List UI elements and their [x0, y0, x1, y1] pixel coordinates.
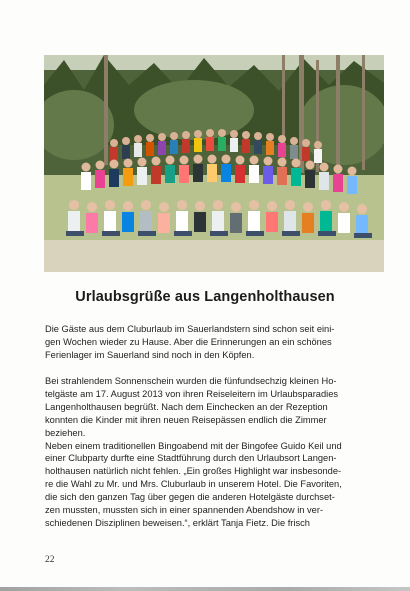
text-line: konnten die Kinder mit ihren neuen Reisepässen endlich die Zimmer [45, 414, 327, 425]
text-line: gen Wochen wieder zu Hause. Aber die Erinnerungen an ein schönes [45, 336, 332, 347]
text-line: Bei strahlendem Sonnenschein wurden die fünfundsechzig kleinen Ho- [45, 376, 337, 386]
article-title: Urlaubsgrüße aus Langenholthausen [75, 289, 335, 305]
text-line: zen mussten, mussten sich in einer spannenden Abendshow in ver- [45, 505, 324, 516]
text-line: Ferienlager im Sauerland sind noch in den Köpfen. [45, 349, 255, 360]
text-line: die sich den ganzen Tag über gegen die anderen Hotelgäste durchset- [45, 492, 335, 503]
group-photo [44, 55, 384, 272]
text-line: holthausen natürlich nicht fehlen. „Ein großes Highlight war insbesonde- [45, 466, 342, 477]
text-line: beziehen. [45, 427, 86, 438]
article-paragraph-1 [45, 323, 381, 362]
article-paragraph-2 [45, 375, 381, 530]
text-line: Langenholthausen begrüßt. Nach dem Einchecken an der Rezeption [45, 401, 328, 412]
page-number: 22 [45, 555, 55, 565]
text-line: Neben einem traditionellen Bingoabend mit der Bingofee Guido Keil und [45, 440, 342, 451]
text-line: re die Wahl zu Mr. und Mrs. Cluburlaub in unserem Hotel. Die Favoriten, [45, 479, 342, 490]
scan-edge-divider [0, 587, 410, 591]
text-line: telgäste am 17. August 2013 von ihren Reiseleitern im Urlaubsparadies [45, 388, 339, 399]
text-line: einer Clubparty durfte eine Stadtführung durch den Urlaubsort Langen- [45, 453, 337, 464]
text-line: Die Gäste aus dem Cluburlaub im Sauerlandstern sind schon seit eini- [45, 324, 335, 334]
group-photo-illustration [44, 55, 384, 272]
text-line: schiedenen Disziplinen beweisen.“, erklärt Tanja Fietz. Die frisch [45, 517, 310, 528]
